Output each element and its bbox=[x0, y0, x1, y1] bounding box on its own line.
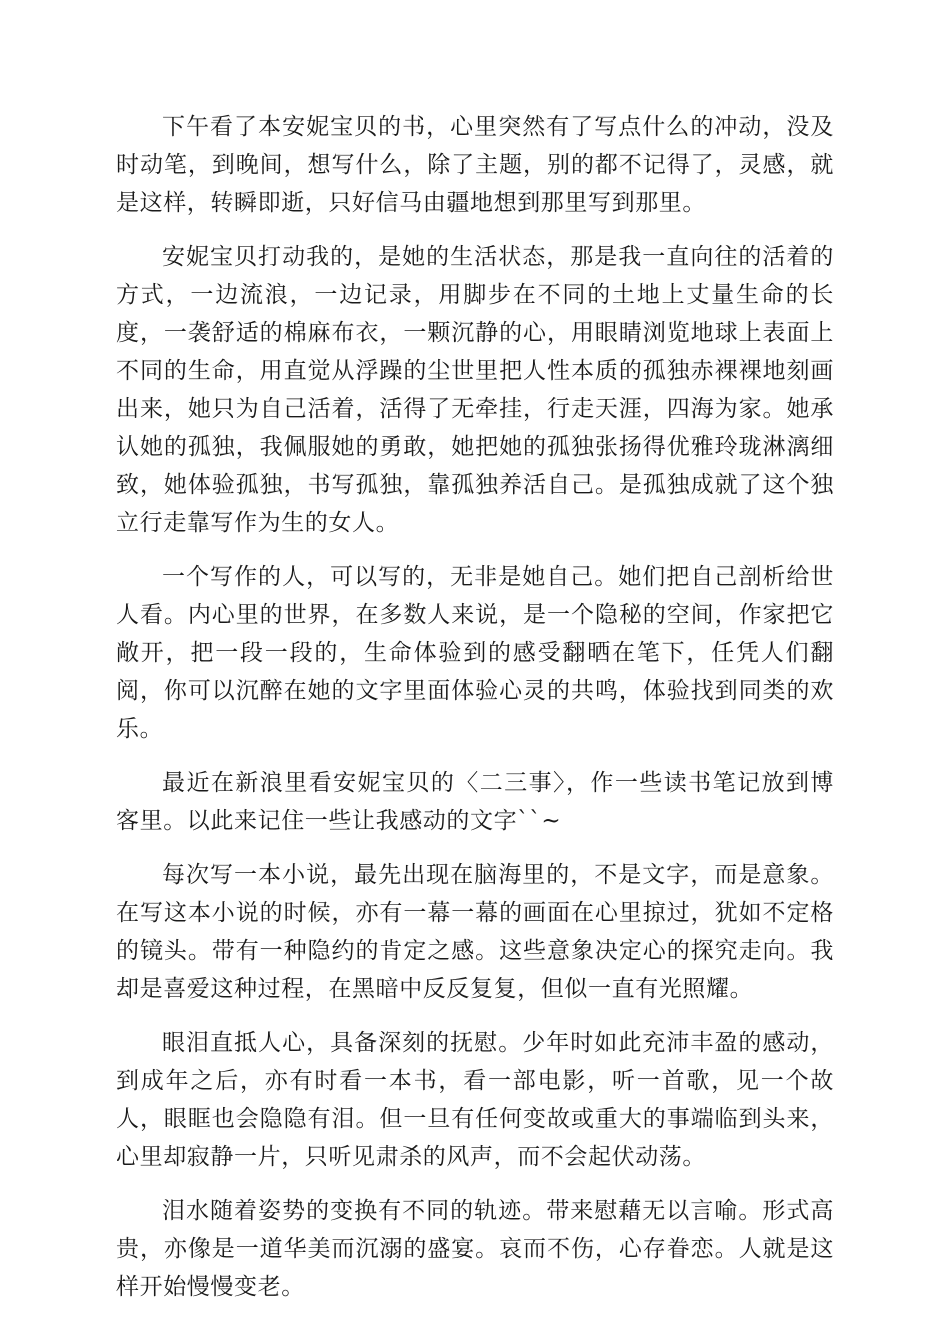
paragraph-6: 眼泪直抵人心，具备深刻的抚慰。少年时如此充沛丰盈的感动，到成年之后，亦有时看一本书，看一部电影，听一首歌，见一个故人，眼眶也会隐隐有泪。但一旦有任何变故或重大的事端临到头来，心里却寂静一片，只听见肃杀的风声，而不会起伏动荡。 bbox=[116, 1030, 834, 1170]
paragraph-2: 安妮宝贝打动我的，是她的生活状态，那是我一直向往的活着的方式，一边流浪，一边记录，用脚步在不同的土地上丈量生命的长度，一袭舒适的棉麻布衣，一颗沉静的心，用眼睛浏览地球上表面上不同的生命，用直觉从浮躁的尘世里把人性本质的孤独赤裸裸地刻画出来，她只为自己活着，活得了无牵挂，行走天涯，四海为家。她承认她的孤独，我佩服她的勇敢，她把她的孤独张扬得优雅玲珑淋漓细致，她体验孤独，书写孤独，靠孤独养活自己。是孤独成就了这个独立行走靠写作为生的女人。 bbox=[116, 244, 834, 536]
paragraph-7: 泪水随着姿势的变换有不同的轨迹。带来慰藉无以言喻。形式高贵，亦像是一道华美而沉溺的盛宴。哀而不伤，心存眷恋。人就是这样开始慢慢变老。 bbox=[116, 1198, 834, 1300]
document-page bbox=[116, 108, 834, 1322]
paragraph-3: 一个写作的人，可以写的，无非是她自己。她们把自己剖析给世人看。内心里的世界，在多数人来说，是一个隐秘的空间，作家把它敞开，把一段一段的，生命体验到的感受翻晒在笔下，任凭人们翻阅，你可以沉醉在她的文字里面体验心灵的共鸣，体验找到同类的欢乐。 bbox=[116, 564, 834, 742]
paragraph-5: 每次写一本小说，最先出现在脑海里的，不是文字，而是意象。在写这本小说的时候，亦有一幕一幕的画面在心里掠过，犹如不定格的镜头。带有一种隐约的肯定之感。这些意象决定心的探究走向。我却是喜爱这种过程，在黑暗中反反复复，但似一直有光照耀。 bbox=[116, 862, 834, 1002]
paragraph-1: 下午看了本安妮宝贝的书，心里突然有了写点什么的冲动，没及时动笔，到晚间，想写什么，除了主题，别的都不记得了，灵感，就是这样，转瞬即逝，只好信马由疆地想到那里写到那里。 bbox=[116, 114, 834, 216]
paragraph-4: 最近在新浪里看安妮宝贝的〈二三事〉，作一些读书笔记放到博客里。以此来记住一些让我感动的文字``~ bbox=[116, 770, 834, 834]
